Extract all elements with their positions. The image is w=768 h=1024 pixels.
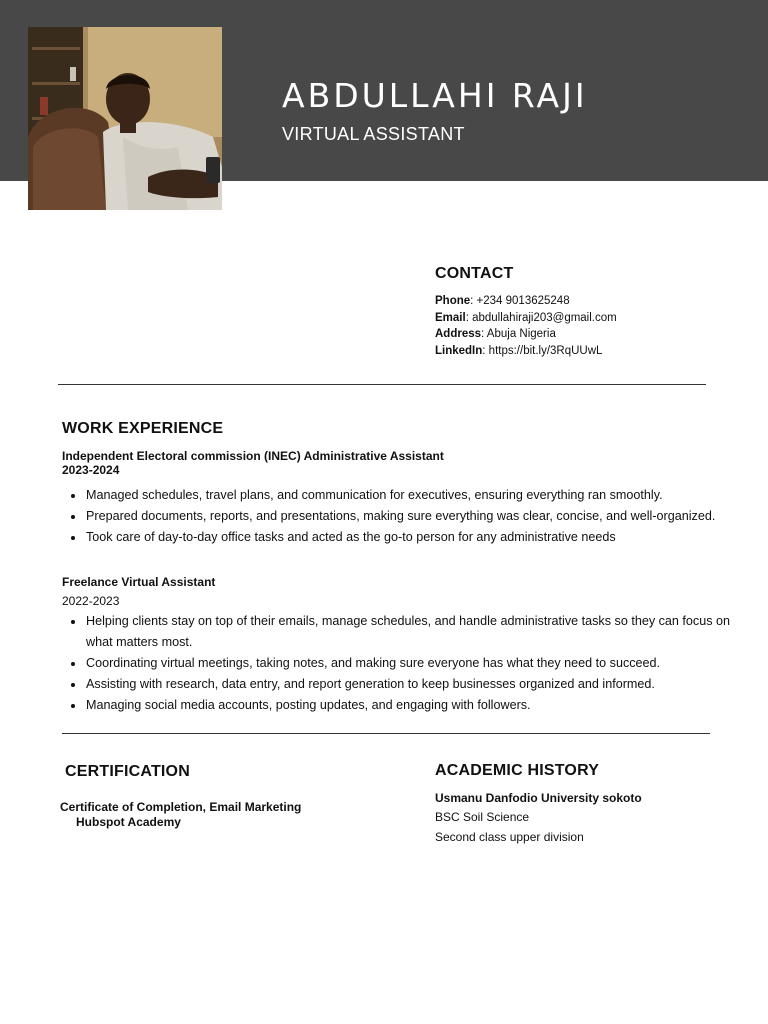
job-title-2: Freelance Virtual Assistant (62, 575, 216, 589)
profile-photo-illustration (28, 27, 222, 210)
list-item (62, 485, 742, 506)
bullet-dot (71, 620, 75, 624)
degree: BSC Soil Science (435, 810, 530, 824)
bullet-text: Managed schedules, travel plans, and communication for executives, ensuring everything ran smoothly. (86, 488, 663, 502)
bullet-text: Coordinating virtual meetings, taking notes, and making sure everyone has what they need to succeed. (86, 656, 661, 670)
list-item (62, 674, 742, 695)
contact-email: Email: abdullahiraji203@gmail.com (435, 311, 617, 324)
bullet-dot (71, 536, 75, 540)
candidate-role: VIRTUAL ASSISTANT (282, 124, 465, 144)
bullet-dot (71, 515, 75, 519)
bullet-text: Prepared documents, reports, and presentations, making sure everything was clear, concise, and well-organized. (86, 509, 716, 523)
academic-history-title: ACADEMIC HISTORY (435, 762, 600, 779)
bullet-text: Took care of day-to-day office tasks and acted as the go-to person for any administrative needs (86, 530, 616, 544)
job-dates-1: 2023-2024 (62, 463, 120, 477)
bullet-dot (71, 683, 75, 687)
bullet-text: Assisting with research, data entry, and report generation to keep businesses organized and informed. (86, 677, 655, 691)
job-bullets-1 (62, 485, 742, 548)
job-bullets-2 (62, 611, 742, 716)
work-experience-title: WORK EXPERIENCE (62, 420, 224, 437)
bullet-text: Managing social media accounts, posting updates, and engaging with followers. (86, 698, 531, 712)
address-label: Address (435, 328, 482, 340)
job-dates-2: 2022-2023 (62, 594, 120, 608)
profile-photo (28, 27, 222, 210)
list-item (62, 611, 742, 653)
bullet-dot (71, 704, 75, 708)
contact-linkedin: LinkedIn: https://bit.ly/3RqUUwL (435, 344, 603, 357)
list-item (62, 653, 742, 674)
email-value[interactable]: abdullahiraji203@gmail.com (472, 311, 617, 324)
school-name: Usmanu Danfodio University sokoto (435, 791, 642, 805)
contact-title: CONTACT (435, 265, 514, 282)
phone-value: +234 9013625248 (476, 295, 570, 307)
divider-experience (62, 733, 710, 734)
degree-grade: Second class upper division (435, 830, 584, 844)
contact-address: Address: Abuja Nigeria (435, 328, 556, 340)
certificate-name: Certificate of Completion, Email Marketing (60, 800, 302, 814)
contact-list (435, 293, 735, 359)
linkedin-link[interactable]: https://bit.ly/3RqUUwL (488, 344, 603, 357)
linkedin-label: LinkedIn (435, 344, 483, 357)
candidate-name: ABDULLAHI RAJI (282, 76, 588, 115)
list-item (62, 506, 742, 527)
email-label: Email (435, 311, 466, 324)
contact-phone: Phone: +234 9013625248 (435, 295, 570, 307)
bullet-dot (71, 494, 75, 498)
phone-label: Phone (435, 295, 471, 307)
bullet-text: Helping clients stay on top of their emails, manage schedules, and handle administrative tasks so they can focus on what matters most. (86, 614, 731, 649)
address-value: Abuja Nigeria (486, 328, 556, 340)
bullet-dot (71, 662, 75, 666)
job-title-1: Independent Electoral commission (INEC) Administrative Assistant (62, 449, 444, 463)
certification-title: CERTIFICATION (65, 763, 190, 780)
certificate-issuer: Hubspot Academy (76, 815, 181, 829)
divider-contact (58, 384, 706, 385)
list-item (62, 527, 742, 548)
list-item (62, 695, 742, 716)
